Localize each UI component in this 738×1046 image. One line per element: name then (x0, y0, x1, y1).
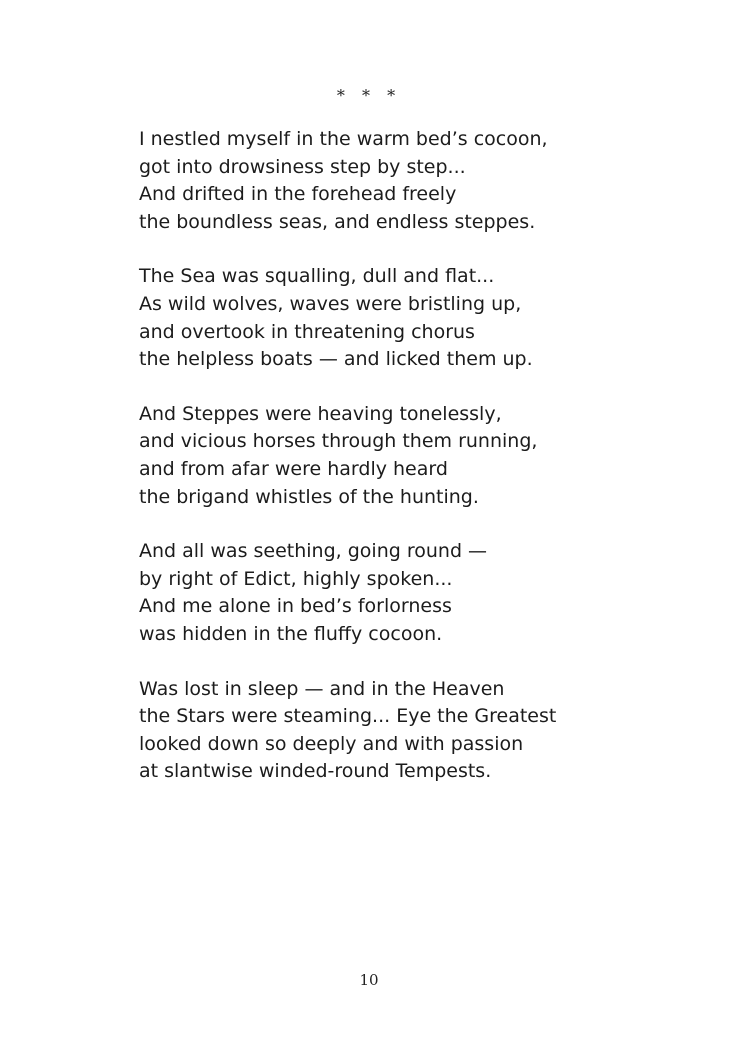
page-number: 10 (359, 971, 379, 989)
poem-line: at slantwise winded-round Tempests. (139, 760, 492, 783)
section-ornament: * * * (336, 86, 402, 105)
poem-line: and overtook in threatening chorus (139, 320, 475, 343)
stanza-2 (139, 263, 699, 373)
poem-line: The Sea was squalling, dull and flat... (139, 265, 495, 288)
poem-line: and vicious horses through them running, (139, 430, 538, 453)
stanza-5 (139, 676, 699, 786)
poem-line: was hidden in the fluffy cocoon. (139, 622, 443, 645)
poem-line: the Stars were steaming... Eye the Greatest (139, 705, 557, 728)
poem-line: the brigand whistles of the hunting. (139, 485, 479, 508)
poem-line: Was lost in sleep — and in the Heaven (139, 677, 505, 700)
poem-line: the boundless seas, and endless steppes. (139, 210, 536, 233)
poem-line: by right of Edict, highly spoken... (139, 567, 453, 590)
stanza-3 (139, 401, 699, 511)
poem-line: the helpless boats — and licked them up. (139, 348, 533, 371)
poem-line: And me alone in bed’s forlorness (139, 595, 452, 618)
poem (139, 126, 699, 813)
poem-line: I nestled myself in the warm bed’s cocoon, (139, 128, 548, 150)
poem-line: And Steppes were heaving tonelessly, (139, 402, 502, 425)
stanza-1 (139, 126, 699, 236)
poem-line: As wild wolves, waves were bristling up, (139, 292, 522, 315)
stanza-4 (139, 538, 699, 648)
poem-line: and from afar were hardly heard (139, 457, 448, 480)
poem-line: looked down so deeply and with passion (139, 732, 524, 755)
poem-line: And drifted in the forehead freely (139, 183, 457, 206)
poem-line: got into drowsiness step by step... (139, 155, 466, 178)
poem-line: And all was seething, going round — (139, 540, 488, 563)
